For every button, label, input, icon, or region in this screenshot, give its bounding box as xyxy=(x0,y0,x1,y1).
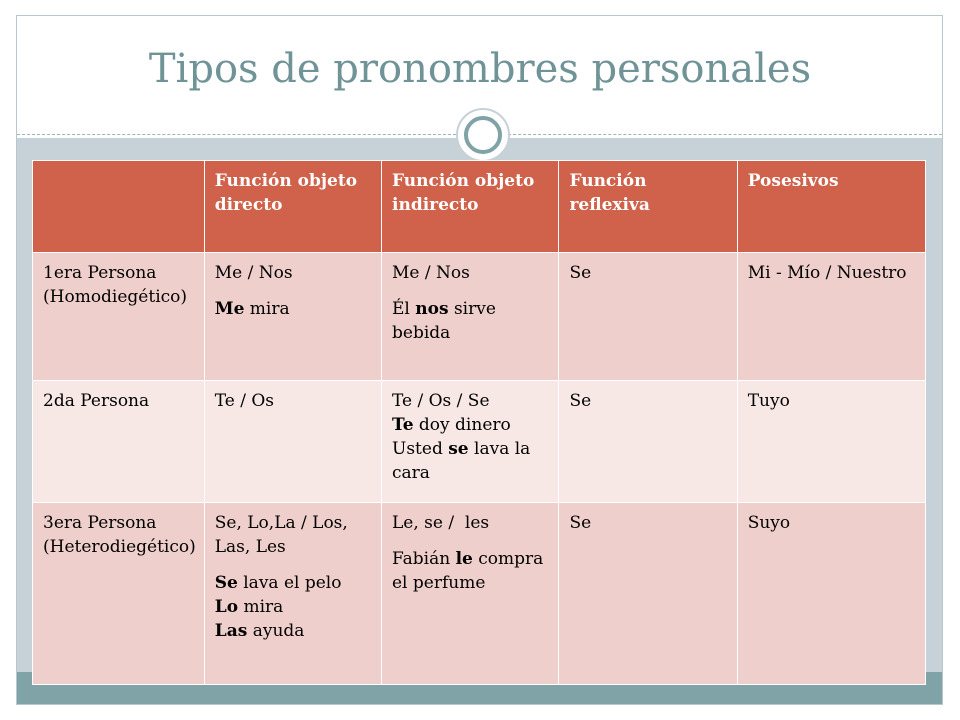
header-cell-objeto-directo: Función objeto directo xyxy=(204,161,381,253)
cell-pronouns: Te / Os xyxy=(214,391,275,411)
cell-pronouns: Te / Os / Se xyxy=(392,391,490,411)
header-cell-empty xyxy=(33,161,205,253)
cell-objeto-indirecto xyxy=(382,253,559,381)
example-pronoun: le xyxy=(455,549,473,569)
cell-reflexiva: Se xyxy=(559,503,737,685)
table-row-primera-persona xyxy=(33,253,926,381)
example-text: Fabián xyxy=(392,549,456,569)
cell-person: 3era Persona (Heterodiegético) xyxy=(33,503,205,685)
cell-pronouns: Me / Nos xyxy=(214,263,293,283)
cell-objeto-directo xyxy=(204,503,381,685)
cell-example xyxy=(392,297,550,345)
header-cell-reflexiva: Función reflexiva xyxy=(559,161,737,253)
slide-title: Tipos de pronombres personales xyxy=(148,46,812,92)
cell-example xyxy=(215,595,373,619)
cell-example xyxy=(392,437,550,485)
example-text: lava la cara xyxy=(392,439,531,483)
cell-posesivos: Suyo xyxy=(737,503,925,685)
example-text: ayuda xyxy=(247,621,305,641)
header-cell-posesivos: Posesivos xyxy=(737,161,925,253)
example-text: mira xyxy=(244,299,290,319)
cell-objeto-indirecto xyxy=(382,381,559,503)
example-text: doy dinero xyxy=(413,415,511,435)
cell-person: 1era Persona (Homodiegético) xyxy=(33,253,205,381)
cell-person: 2da Persona xyxy=(33,381,205,503)
example-text: mira xyxy=(238,597,284,617)
example-text: lava el pelo xyxy=(237,573,342,593)
cell-example xyxy=(392,413,550,437)
example-text: Usted xyxy=(392,439,449,459)
cell-objeto-directo xyxy=(204,253,381,381)
cell-objeto-directo xyxy=(204,381,381,503)
cell-posesivos: Mi - Mío / Nuestro xyxy=(737,253,925,381)
pronouns-table xyxy=(32,160,926,685)
cell-pronouns: Se, Lo,La / Los, Las, Les xyxy=(214,513,348,557)
cell-posesivos: Tuyo xyxy=(737,381,925,503)
cell-reflexiva: Se xyxy=(559,253,737,381)
example-pronoun: Las xyxy=(214,621,248,641)
cell-example xyxy=(215,619,373,643)
cell-reflexiva: Se xyxy=(559,381,737,503)
example-text: Él xyxy=(392,299,416,319)
example-text: sirve bebida xyxy=(392,299,496,343)
header-cell-objeto-indirecto: Función objeto indirecto xyxy=(382,161,559,253)
cell-objeto-indirecto xyxy=(382,503,559,685)
example-pronoun: Lo xyxy=(214,597,239,617)
cell-pronouns: Le, se / les xyxy=(392,513,490,533)
example-pronoun: Se xyxy=(214,573,238,593)
table-row-tercera-persona xyxy=(33,503,926,685)
example-pronoun: nos xyxy=(415,299,449,319)
cell-example xyxy=(392,547,550,595)
table-row-segunda-persona xyxy=(33,381,926,503)
example-pronoun: se xyxy=(448,439,469,459)
decorative-circle-ornament xyxy=(456,108,510,162)
example-pronoun: Me xyxy=(214,299,245,319)
cell-example xyxy=(215,297,373,321)
cell-example xyxy=(215,571,373,595)
cell-pronouns: Me / Nos xyxy=(392,263,470,283)
example-pronoun: Te xyxy=(392,415,414,435)
example-text: compra el perfume xyxy=(392,549,544,593)
table-header-row xyxy=(33,161,926,253)
